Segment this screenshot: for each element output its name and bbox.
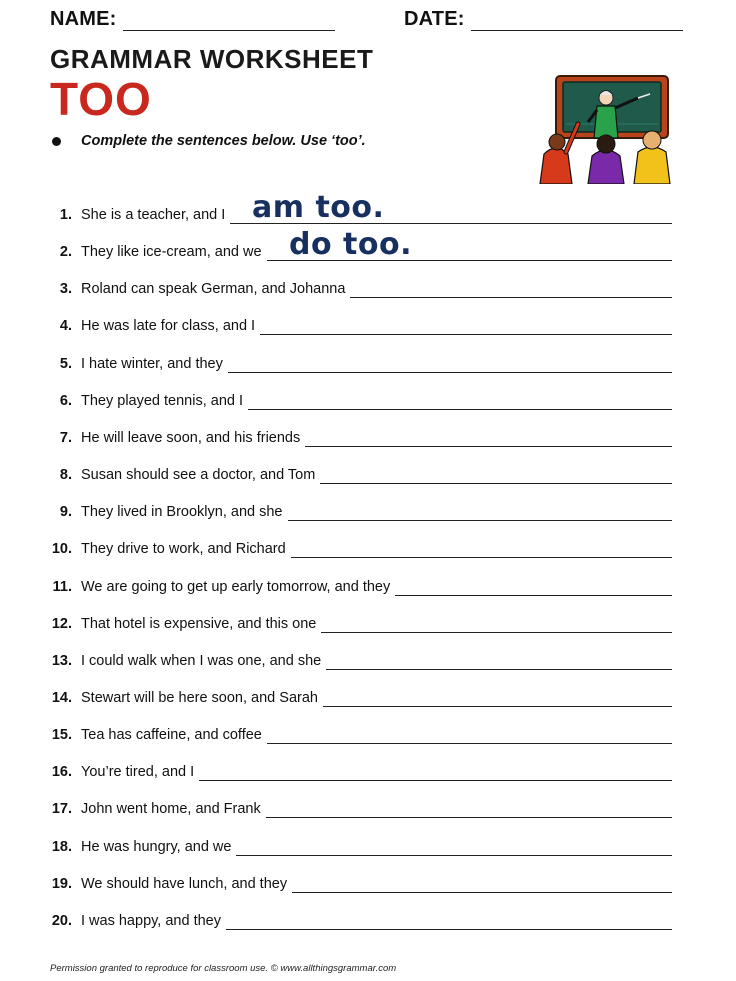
- exercise-item: [0, 461, 736, 485]
- item-sentence: John went home, and Frank: [81, 801, 261, 818]
- item-sentence: They played tennis, and I: [81, 392, 244, 409]
- item-number: 3.: [59, 281, 72, 298]
- item-sentence: I was happy, and they: [81, 912, 221, 929]
- exercise-item: [0, 498, 736, 522]
- item-number: 1.: [59, 207, 72, 223]
- worksheet-subtitle: TOO: [50, 73, 152, 125]
- item-number: 16.: [51, 764, 72, 781]
- item-sentence: They drive to work, and Richard: [81, 541, 286, 558]
- exercise-item: [0, 312, 736, 336]
- item-number: 17.: [51, 801, 72, 818]
- answer-blank[interactable]: [267, 743, 672, 744]
- item-sentence: Roland can speak German, and Johanna: [81, 281, 346, 298]
- date-blank[interactable]: [471, 13, 683, 31]
- item-sentence: That hotel is expensive, and this one: [81, 615, 317, 632]
- item-number: 10.: [51, 541, 72, 558]
- item-number: 11.: [52, 578, 72, 595]
- item-sentence: Stewart will be here soon, and Sarah: [81, 689, 318, 706]
- exercise-item: [0, 684, 736, 708]
- item-sentence: She is a teacher, and I: [81, 207, 226, 223]
- item-number: 19.: [51, 875, 72, 892]
- instruction: [52, 133, 366, 149]
- exercise-item: [0, 647, 736, 671]
- item-sentence: He was late for class, and I: [81, 318, 256, 335]
- exercise-item: [0, 227, 736, 263]
- item-number: 2.: [59, 244, 72, 261]
- item-number: 15.: [51, 727, 72, 744]
- handwritten-answer: do too.: [289, 227, 412, 263]
- exercise-item: [0, 833, 736, 857]
- exercise-item: [0, 387, 736, 411]
- answer-blank[interactable]: [321, 632, 672, 633]
- name-label: NAME:: [50, 8, 117, 30]
- exercise-item: [0, 573, 736, 597]
- exercise-item: [0, 758, 736, 782]
- item-sentence: I hate winter, and they: [81, 355, 223, 372]
- exercise-item: [0, 190, 736, 225]
- item-number: 18.: [51, 838, 72, 855]
- exercise-item: [0, 424, 736, 448]
- exercise-item: [0, 795, 736, 819]
- answer-blank[interactable]: [199, 780, 672, 781]
- item-number: 8.: [59, 467, 72, 484]
- answer-blank[interactable]: [260, 334, 672, 335]
- answer-blank[interactable]: [288, 520, 672, 521]
- answer-blank[interactable]: [323, 706, 672, 707]
- exercise-item: [0, 610, 736, 634]
- item-number: 14.: [51, 689, 72, 706]
- answer-blank[interactable]: [226, 929, 672, 930]
- name-blank[interactable]: [123, 13, 335, 31]
- date-label: DATE:: [404, 8, 465, 30]
- answer-blank[interactable]: [236, 855, 672, 856]
- item-sentence: Susan should see a doctor, and Tom: [81, 467, 316, 484]
- item-sentence: You’re tired, and I: [81, 764, 195, 781]
- exercise-item: [0, 535, 736, 559]
- item-number: 13.: [51, 652, 72, 669]
- answer-blank[interactable]: [326, 669, 672, 670]
- item-sentence: He will leave soon, and his friends: [81, 429, 301, 446]
- item-sentence: I could walk when I was one, and she: [81, 652, 322, 669]
- bullet-icon: [52, 137, 61, 146]
- item-sentence: We are going to get up early tomorrow, and they: [81, 578, 391, 595]
- item-sentence: We should have lunch, and they: [81, 875, 288, 892]
- exercise-item: [0, 350, 736, 374]
- answer-blank[interactable]: [248, 409, 672, 410]
- exercise-item: [0, 275, 736, 299]
- handwritten-answer: am too.: [252, 190, 385, 225]
- answer-blank[interactable]: [266, 817, 672, 818]
- header-row: [50, 8, 690, 34]
- item-sentence: They lived in Brooklyn, and she: [81, 504, 283, 521]
- answer-blank[interactable]: [292, 892, 672, 893]
- item-number: 7.: [59, 429, 72, 446]
- item-number: 5.: [59, 355, 72, 372]
- item-sentence: Tea has caffeine, and coffee: [81, 727, 262, 744]
- item-number: 4.: [59, 318, 72, 335]
- item-sentence: He was hungry, and we: [81, 838, 232, 855]
- answer-blank[interactable]: [228, 372, 672, 373]
- answer-blank[interactable]: [291, 557, 672, 558]
- item-number: 9.: [59, 504, 72, 521]
- item-number: 12.: [51, 615, 72, 632]
- date-field: [404, 8, 683, 31]
- worksheet-title: GRAMMAR WORKSHEET: [50, 44, 374, 74]
- answer-blank[interactable]: [320, 483, 672, 484]
- exercise-item: [0, 721, 736, 745]
- instruction-text: Complete the sentences below. Use ‘too’.: [81, 133, 366, 149]
- answer-blank[interactable]: [305, 446, 672, 447]
- teacher-classroom-icon: [538, 72, 678, 184]
- item-number: 6.: [59, 392, 72, 409]
- name-field: [50, 8, 335, 31]
- exercise-item: [0, 870, 736, 894]
- answer-blank[interactable]: [395, 595, 672, 596]
- item-sentence: They like ice-cream, and we: [81, 244, 262, 261]
- footer: Permission granted to reproduce for classroom use. © www.allthingsgrammar.com: [50, 963, 397, 974]
- answer-blank[interactable]: [350, 297, 672, 298]
- item-number: 20.: [51, 912, 72, 929]
- exercise-item: [0, 907, 736, 931]
